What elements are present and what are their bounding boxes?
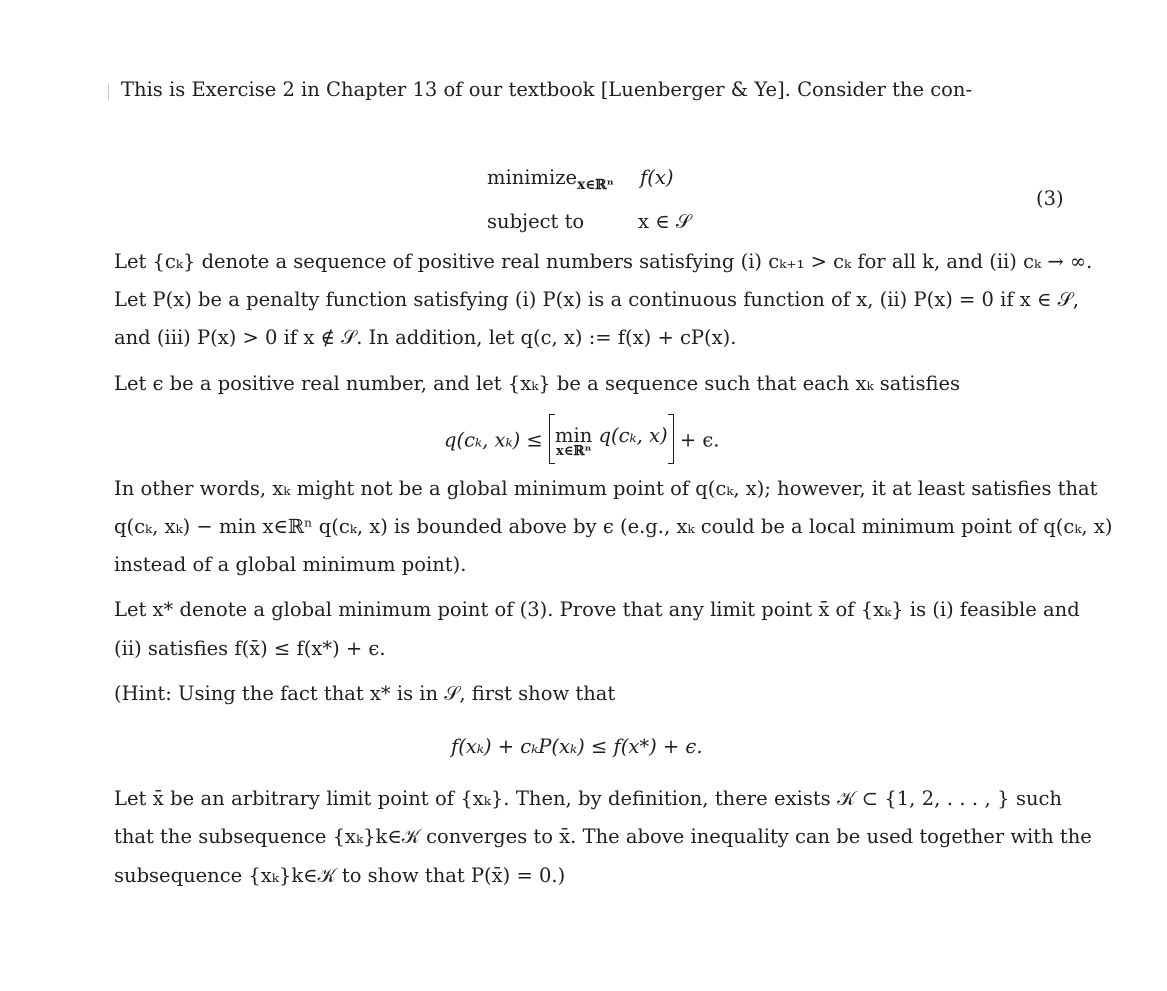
paragraph-6-line-2: that the subsequence {xₖ}k∈𝒦 converges to x̄. The above inequality can be used together with the [114, 825, 1092, 848]
paragraph-3-line-2: q(cₖ, xₖ) − min x∈ℝⁿ q(cₖ, x) is bounded above by ϵ (e.g., xₖ could be a local minimum point of q(cₖ, x) [114, 515, 1113, 538]
paragraph-6-line-3: subsequence {xₖ}k∈𝒦 to show that P(x̄) = 0.) [114, 864, 566, 887]
paragraph-4-line-1: Let x* denote a global minimum point of (3). Prove that any limit point x̄ of {xₖ} is (i) feasible and [114, 598, 1080, 621]
objective-expression: f(x) [640, 166, 674, 189]
paragraph-1-line-3: and (iii) P(x) > 0 if x ∉ 𝒮. In addition, let q(c, x) := f(x) + cP(x). [114, 326, 737, 349]
intro-line: This is Exercise 2 in Chapter 13 of our textbook [Luenberger & Ye]. Consider the con- [121, 78, 973, 101]
equation-number: (3) [1036, 187, 1064, 210]
display-inequality-2: f(xₖ) + cₖP(xₖ) ≤ f(x*) + ϵ. [451, 735, 703, 758]
paragraph-3-line-3: instead of a global minimum point). [114, 553, 467, 576]
margin-marker [108, 84, 109, 100]
display-inequality-1: q(cₖ, xₖ) ≤ min x∈ℝⁿ q(cₖ, x) + ϵ. [444, 424, 720, 459]
paragraph-4-line-2: (ii) satisfies f(x̄) ≤ f(x*) + ϵ. [114, 637, 386, 660]
paragraph-5-line-1: (Hint: Using the fact that x* is in 𝒮, first show that [114, 682, 616, 705]
minimize-label: minimize$_{x\in ℝ^n}$ [487, 166, 614, 193]
subject-to-label: subject to [487, 210, 585, 233]
paragraph-1-line-1: Let {cₖ} denote a sequence of positive real numbers satisfying (i) cₖ₊₁ > cₖ for all k, and (ii) cₖ → ∞. [114, 250, 1093, 273]
constraint-expression: x ∈ 𝒮 [638, 210, 691, 233]
paragraph-6-line-1: Let x̄ be an arbitrary limit point of {xₖ}. Then, by definition, there exists 𝒦 ⊂ {1, 2, . . . , } such [114, 787, 1062, 810]
paragraph-2-line-1: Let ϵ be a positive real number, and let {xₖ} be a sequence such that each xₖ satisfies [114, 372, 961, 395]
paragraph-3-line-1: In other words, xₖ might not be a global minimum point of q(cₖ, x); however, it at least satisfies that [114, 477, 1098, 500]
paragraph-1-line-2: Let P(x) be a penalty function satisfying (i) P(x) is a continuous function of x, (ii) P(x) = 0 if x ∈ 𝒮, [114, 288, 1079, 311]
bracket-group: min x∈ℝⁿ q(cₖ, x) [549, 424, 674, 458]
